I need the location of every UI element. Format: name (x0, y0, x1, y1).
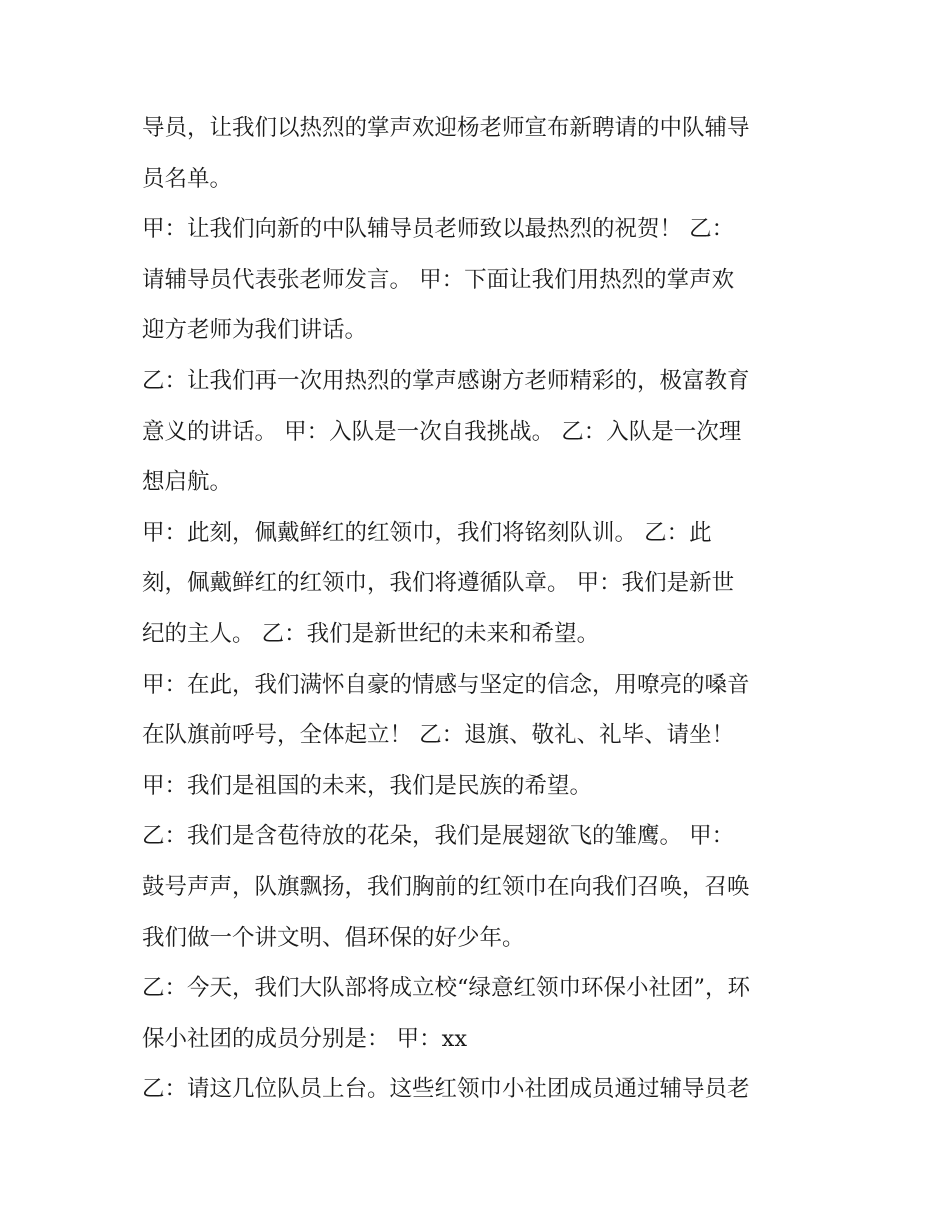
text-line-11: 纪的主人。 乙：我们是新世纪的未来和希望。 (142, 620, 600, 647)
text-line-9: 甲：此刻，佩戴鲜红的红领巾，我们将铭刻队训。 乙：此 (142, 519, 712, 546)
text-line-15: 乙：我们是含苞待放的花朵，我们是展翅欲飞的雏鹰。 甲： (142, 823, 735, 850)
text-line-1: 导员，让我们以热烈的掌声欢迎杨老师宣布新聘请的中队辅导 (142, 115, 750, 141)
text-line-3: 甲：让我们向新的中队辅导员老师致以最热烈的祝贺！ 乙： (142, 216, 735, 243)
text-line-4: 请辅导员代表张老师发言。 甲：下面让我们用热烈的掌声欢 (142, 266, 735, 293)
text-line-19: 保小社团的成员分别是： 甲：xx (142, 1025, 468, 1052)
text-line-17: 我们做一个讲文明、倡环保的好少年。 (142, 924, 525, 951)
text-line-20: 乙：请这几位队员上台。这些红领巾小社团成员通过辅导员老 (142, 1076, 750, 1103)
text-line-14: 甲：我们是祖国的未来，我们是民族的希望。 (142, 772, 593, 799)
text-line-8: 想启航。 (142, 469, 233, 496)
text-line-2: 员名单。 (142, 165, 233, 192)
text-line-13: 在队旗前呼号，全体起立！ 乙：退旗、敬礼、礼毕、请坐！ (142, 722, 735, 749)
text-line-16: 鼓号声声，队旗飘扬，我们胸前的红领巾在向我们召唤，召唤 (142, 873, 750, 900)
text-line-12: 甲：在此，我们满怀自豪的情感与坚定的信念，用嘹亮的嗓音 (142, 671, 750, 698)
text-line-5: 迎方老师为我们讲话。 (142, 317, 368, 344)
document-body (142, 103, 822, 1115)
text-line-7: 意义的讲话。 甲：入队是一次自我挑战。 乙：入队是一次理 (142, 418, 742, 445)
text-line-10: 刻，佩戴鲜红的红领巾，我们将遵循队章。 甲：我们是新世 (142, 570, 735, 597)
text-line-6: 乙：让我们再一次用热烈的掌声感谢方老师精彩的，极富教育 (142, 367, 750, 394)
text-line-18: 乙：今天，我们大队部将成立校“绿意红领巾环保小社团”，环 (142, 975, 751, 1002)
